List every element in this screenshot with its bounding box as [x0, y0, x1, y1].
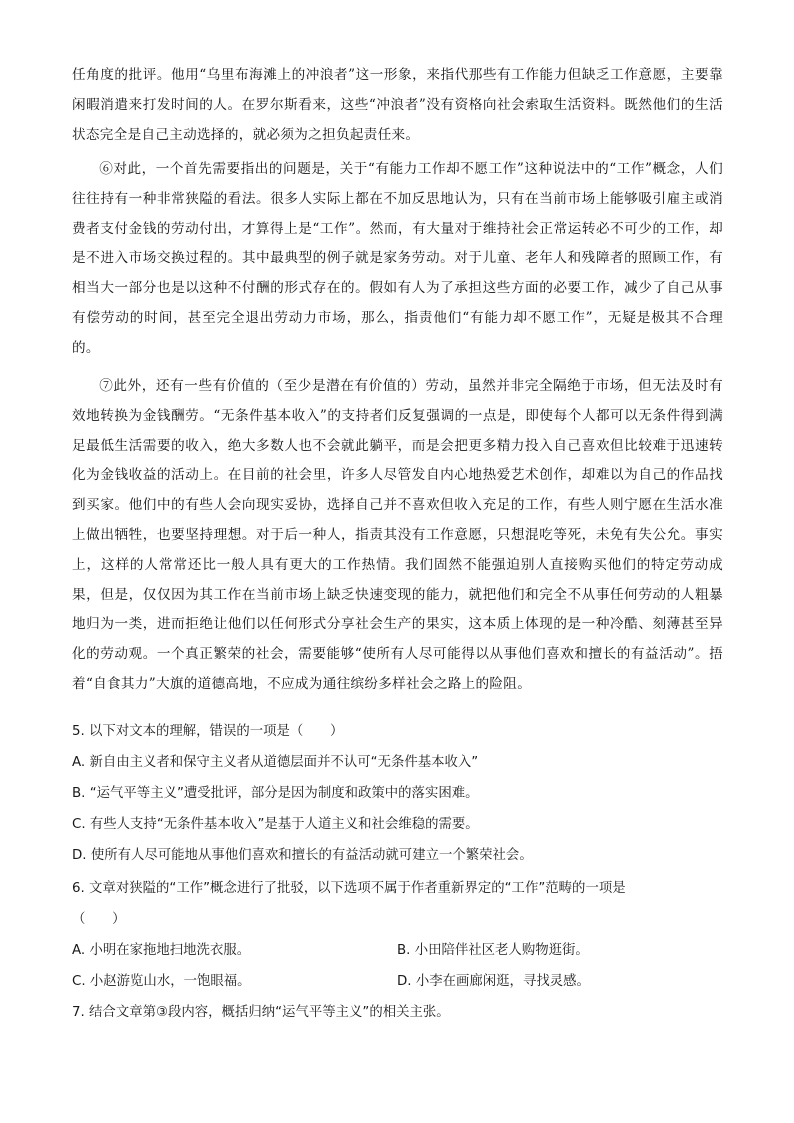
passage-paragraph-6: ⑥对此，一个首先需要指出的问题是，关于“有能力工作却不愿工作”这种说法中的“工作”概念，人们往往持有一种非常狭隘的看法。很多人实际上都在不加反思地认为，只有在当前市场上能够吸引雇主或消费者支付金钱的劳动付出，才算得上是“工作”。然而，有大量对于维持社会正常运转必不可少的工作，却是不进入市场交换过程的。其中最典型的例子就是家务劳动。对于儿童、老年人和残障者的照顾工作，有相当大一部分也是以这种不付酬的形式存在的。假如有人为了承担这些方面的必要工作，减少了自己从事有偿劳动的时间，甚至完全退出劳动力市场，那么，指责他们“有能力却不愿工作”，无疑是极其不合理的。: [72, 161, 723, 356]
question-5-stem: 5. 以下对文本的理解，错误的一项是（ ）: [72, 724, 344, 739]
question-5-option-a: A. 新自由主义者和保守主义者从道德层面并不认可“无条件基本收入”: [72, 755, 479, 770]
passage-paragraph-7: ⑦此外，还有一些有价值的（至少是潜在有价值的）劳动，虽然并非完全隔绝于市场，但无法及时有效地转换为金钱酬劳。“无条件基本收入”的支持者们反复强调的一点是，即使每个人都可以无条件得到满足最低生活需要的收入，绝大多数人也不会就此躺平，而是会把更多精力投入自己喜欢但比较难于迅速转化为金钱收益的活动上。在目前的社会里，许多人尽管发自内心地热爱艺术创作，却难以为自己的作品找到买家。他们中的有些人会向现实妥协，选择自己并不喜欢但收入充足的工作，有些人则宁愿在生活水准上做出牺牲，也要坚持理想。对于后一种人，指责其没有工作意愿，只想混吃等死，未免有失公允。事实上，这样的人常常还比一般人具有更大的工作热情。我们固然不能强迫别人直接购买他们的特定劳动成果，但是，仅仅因为其工作在当前市场上缺乏快速变现的能力，就把他们和完全不从事任何劳动的人粗暴地归为一类，进而拒绝让他们以任何形式分享社会生产的果实，这本质上体现的是一种冷酷、刻薄甚至异化的劳动观。一个真正繁荣的社会，需要能够“使所有人尽可能得以从事他们喜欢和擅长的有益活动”。捂着“自食其力”大旗的道德高地，不应成为通往缤纷多样社会之路上的险阻。: [72, 378, 723, 692]
question-5-option-b: B. “运气平等主义”遭受批评，部分是因为制度和政策中的落实困难。: [72, 786, 479, 801]
question-6-option-c: C. 小赵游览山水，一饱眼福。: [72, 974, 251, 989]
question-5-option-d: D. 使所有人尽可能地从事他们喜欢和擅长的有益活动就可建立一个繁荣社会。: [72, 848, 533, 863]
question-6-option-a: A. 小明在家拖地扫地洗衣服。: [72, 943, 251, 958]
question-6-blank: （ ）: [72, 912, 126, 927]
question-5-option-c: C. 有些人支持“无条件基本收入”是基于人道主义和社会维稳的需要。: [72, 817, 479, 832]
question-6-option-b: B. 小田陪伴社区老人购物逛街。: [397, 943, 589, 958]
question-6-option-d: D. 小李在画廊闲逛，寻找灵感。: [397, 974, 590, 989]
question-6-stem: 6. 文章对狭隘的“工作”概念进行了批驳，以下选项不属于作者重新界定的“工作”范畴的一项是: [72, 881, 626, 896]
question-7-stem: 7. 结合文章第③段内容，概括归纳“运气平等主义”的相关主张。: [72, 1005, 450, 1020]
passage-paragraph-continued: 任角度的批评。他用“乌里布海滩上的冲浪者”这一形象，来指代那些有工作能力但缺乏工作意愿，主要靠闲暇消遣来打发时间的人。在罗尔斯看来，这些“冲浪者”没有资格向社会索取生活资料。既然他们的生活状态完全是自己主动选择的，就必须为之担负起责任来。: [72, 67, 723, 143]
